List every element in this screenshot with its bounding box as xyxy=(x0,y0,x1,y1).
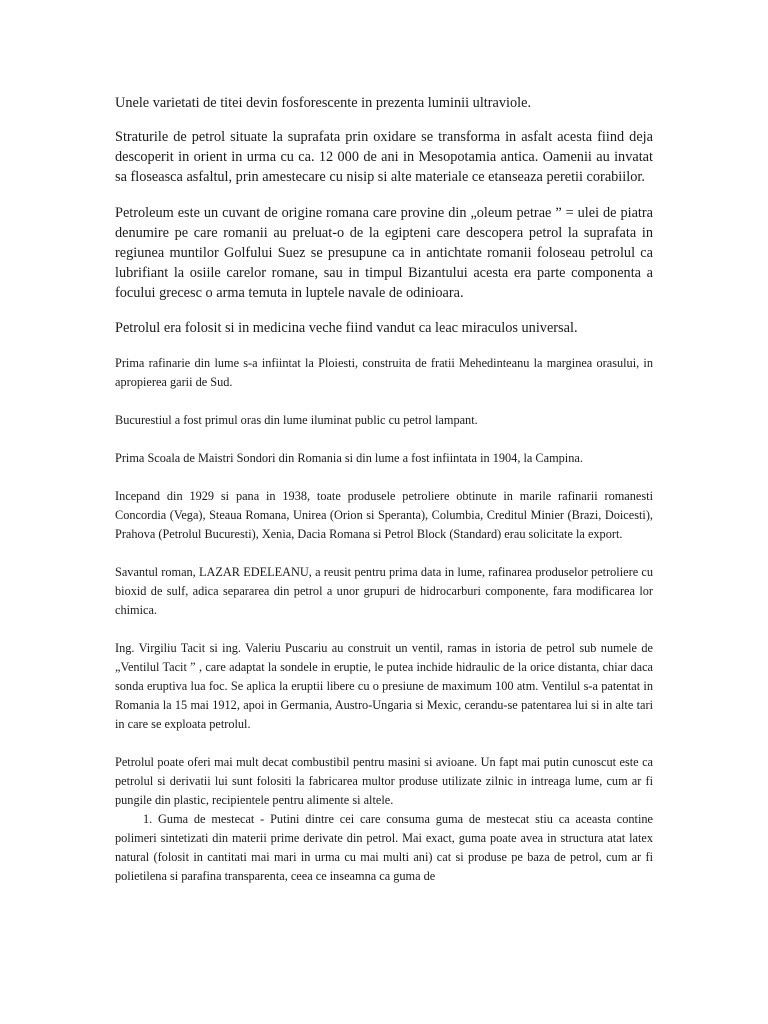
paragraph-edeleanu: Savantul roman, LAZAR EDELEANU, a reusit pentru prima data in lume, rafinarea produselor petroliere cu bioxid de sulf, adica separarea din petrol a unor grupuri de hidrocarburi componente, fara modificarea lor chimica. xyxy=(115,565,653,617)
paragraph-petroleum-products: Petrolul poate oferi mai mult decat combustibil pentru masini si avioane. Un fapt mai putin cunoscut este ca petrolul si derivatii lui sunt folositi la fabricarea multor produse utilizate zilnic in intreaga lume, cum ar fi pungile din plastic, recipientele pentru alimente si altele. xyxy=(115,755,653,807)
paragraph-export: Incepand din 1929 si pana in 1938, toate produsele petroliere obtinute in marile rafinarii romanesti Concordia (Vega), Steaua Romana, Unirea (Orion si Speranta), Columbia, Creditul Minier (Brazi, Doicesti), Prahova (Petrolul Bucuresti), Xenia, Dacia Romana si Petrol Block (Standard) erau solicitate la export. xyxy=(115,489,653,541)
paragraph-drilling-school: Prima Scoala de Maistri Sondori din Romania si din lume a fost infiintata in 1904, la Campina. xyxy=(115,451,583,465)
paragraph-medicine: Petrolul era folosit si in medicina veche fiind vandut ca leac miraculos universal. xyxy=(115,320,578,336)
paragraph-petroleum-origin: Petroleum este un cuvant de origine romana care provine din „oleum petrae ” = ulei de piatra denumire pe care romanii au preluat-o de la egipteni care descopera petrol la suprafata in regiunea muntilor Golfului Suez se presupune ca in antichtate romanii foloseau petrolul ca lubrifiant la osiile carelor romane, sau in timpul Bizantului acesta era parte componenta a focului grecesc o arma temuta in luptele navale de odinioara. xyxy=(115,205,653,301)
paragraph-tacit-valve: Ing. Virgiliu Tacit si ing. Valeriu Puscariu au construit un ventil, ramas in istoria de petrol sub numele de „Ventilul Tacit ” , care adaptat la sondele in eruptie, le putea inchide hidraulic de la orice distanta, chiar daca sonda eruptiva lua foc. Se aplica la eruptii libere cu o presiune de maximum 100 atm. Ventilul s-a patentat in Romania la 15 mai 1912, apoi in Germania, Austro-Ungaria si Mexic, cerandu-se patentarea lui si in alte tari in care se exploata petrolul. xyxy=(115,641,653,731)
list-item-chewing-gum: 1. Guma de mestecat - Putini dintre cei care consuma guma de mestecat stiu ca aceasta contine polimeri sintetizati din materii prime derivate din petrol. Mai exact, guma poate avea in structura atat latex natural (folosit in cantitati mai mari in urma cu mai multi ani) cat si produse pe baza de petrol, cum ar fi polietilena si parafina transparenta, ceea ce inseamna ca guma de xyxy=(115,812,653,883)
paragraph-fluorescence: Unele varietati de titei devin fosforescente in prezenta luminii ultraviole. xyxy=(115,95,532,111)
document-body xyxy=(115,93,653,886)
paragraph-asphalt: Straturile de petrol situate la suprafata prin oxidare se transforma in asfalt acesta fiind deja descoperit in orient in urma cu ca. 12 000 de ani in Mesopotamia antica. Oamenii au invatat sa floseasca asfaltul, prin amestecare cu nisip si alte materiale ce etanseaza peretii corabiilor. xyxy=(115,129,653,185)
paragraph-first-refinery: Prima rafinarie din lume s-a infiintat la Ploiesti, construita de fratii Mehedinteanu la marginea orasului, in apropierea garii de Sud. xyxy=(115,356,653,389)
paragraph-bucharest-lighting: Bucurestiul a fost primul oras din lume iluminat public cu petrol lampant. xyxy=(115,413,478,427)
